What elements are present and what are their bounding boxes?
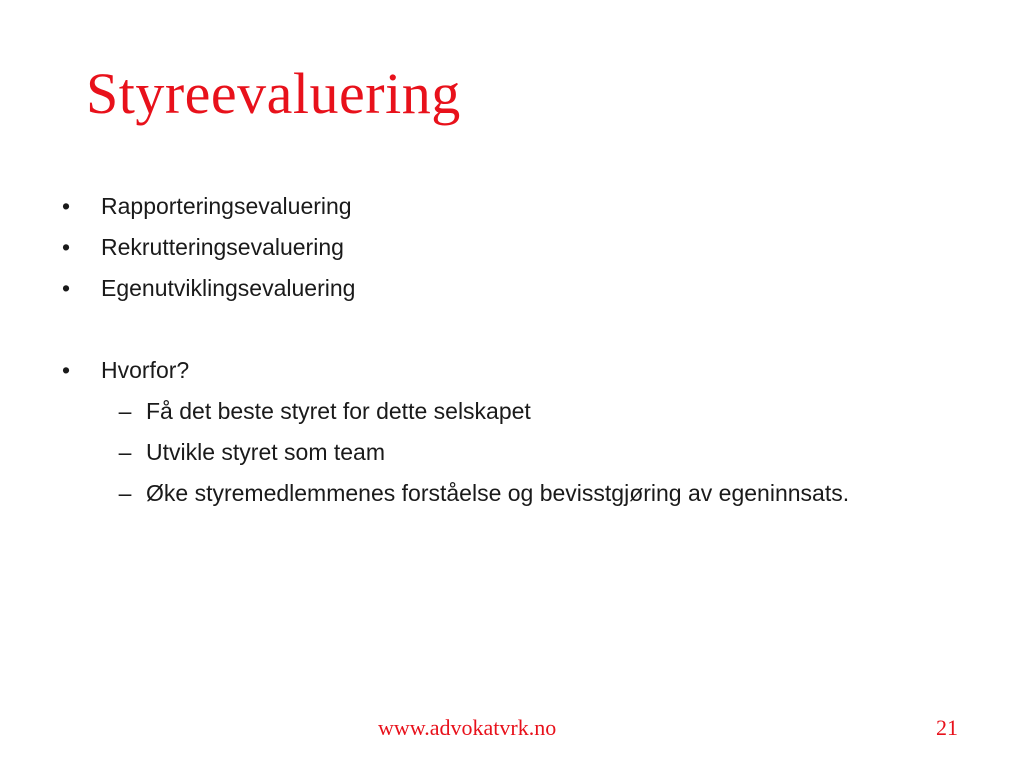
bullet-text: Rekrutteringsevaluering <box>101 234 344 260</box>
bullet-item <box>56 268 976 309</box>
bullet-text: Hvorfor? <box>101 357 190 383</box>
spacer <box>56 309 976 350</box>
bullet-icon: • <box>61 275 71 301</box>
bullet-icon: • <box>61 357 71 383</box>
sub-bullet-item <box>56 432 976 473</box>
bullet-item <box>56 227 976 268</box>
sub-bullet-text: Øke styremedlemmenes forståelse og bevisstgjøring av egeninnsats. <box>146 480 850 506</box>
footer-url: www.advokatvrk.no <box>378 715 557 740</box>
bullet-icon: • <box>61 193 71 219</box>
sub-bullet-text: Få det beste styret for dette selskapet <box>146 398 531 424</box>
dash-icon: – <box>118 398 132 424</box>
sub-bullet-text: Utvikle styret som team <box>146 439 385 465</box>
slide-title: Styreevaluering <box>86 61 461 126</box>
bullet-text: Egenutviklingsevaluering <box>101 275 356 301</box>
bullet-text: Rapporteringsevaluering <box>101 193 352 219</box>
bullet-icon: • <box>61 234 71 260</box>
sub-bullet-item <box>56 391 976 432</box>
dash-icon: – <box>118 480 132 506</box>
slide-content <box>56 186 976 514</box>
dash-icon: – <box>118 439 132 465</box>
bullet-item <box>56 186 976 227</box>
page-number: 21 <box>936 715 958 740</box>
bullet-item-why <box>56 350 976 391</box>
sub-bullet-item <box>56 473 976 514</box>
